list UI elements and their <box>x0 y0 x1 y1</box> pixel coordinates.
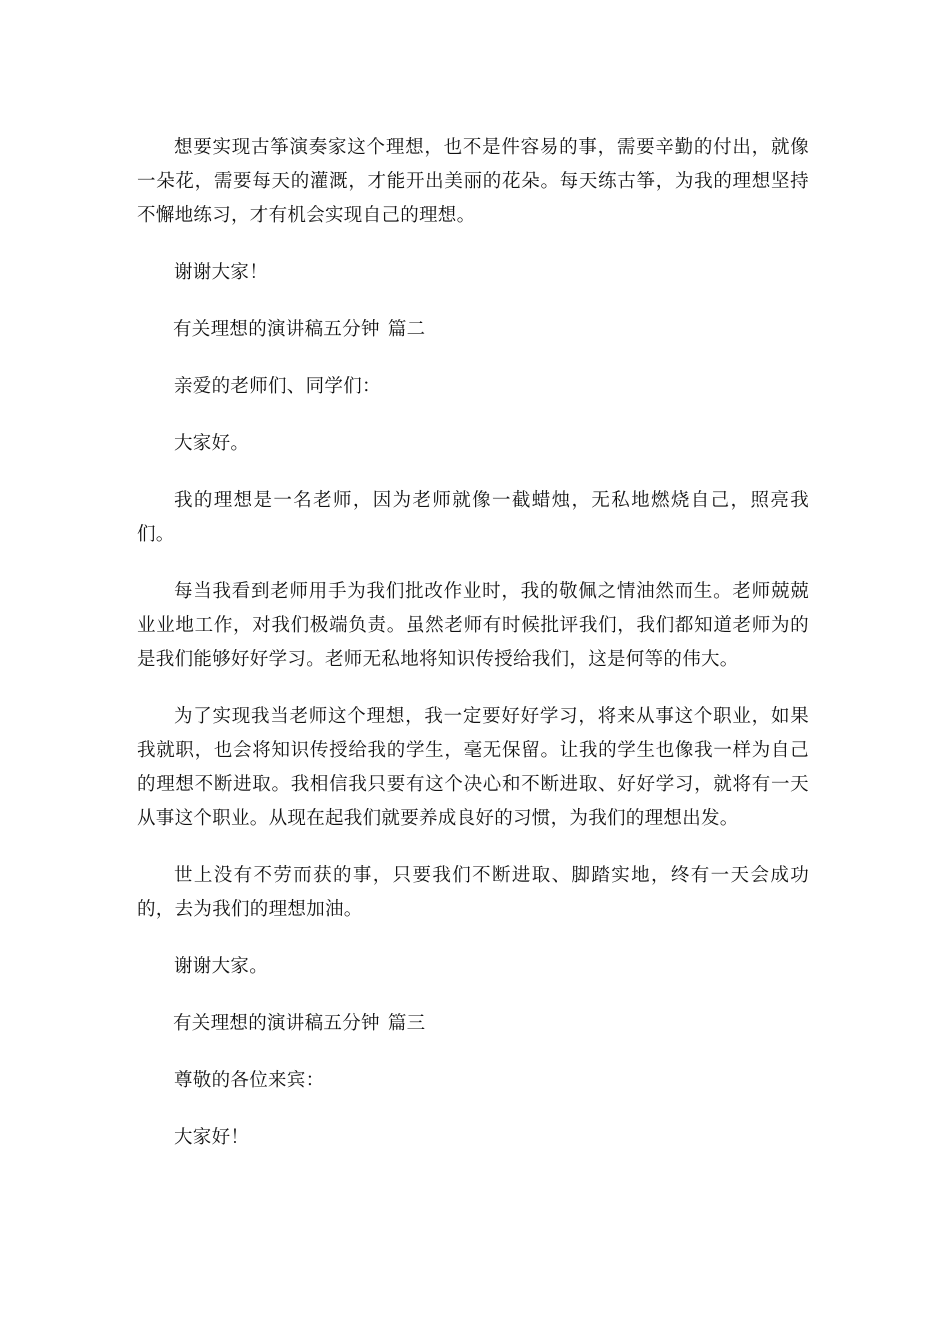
section-heading-part-three <box>137 1007 809 1041</box>
paragraph: 世上没有不劳而获的事，只要我们不断进取、脚踏实地，终有一天会成功的，去为我们的理想加油。 <box>137 865 809 920</box>
paragraph: 每当我看到老师用手为我们批改作业时，我的敬佩之情油然而生。老师兢兢业业地工作，对我们极端负责。虽然老师有时候批评我们，我们都知道老师为的是我们能够好好学习。老师无私地将知识传授给我们，这是何等的伟大。 <box>137 581 809 670</box>
paragraph-salutation: 尊敬的各位来宾： <box>174 1070 325 1091</box>
paragraph: 想要实现古筝演奏家这个理想，也不是件容易的事，需要辛勤的付出，就像一朵花，需要每天的灌溉，才能开出美丽的花朵。每天练古筝，为我的理想坚持不懈地练习，才有机会实现自己的理想。 <box>137 137 809 226</box>
heading-title: 有关理想的演讲稿五分钟 <box>173 1013 380 1034</box>
paragraph-greeting: 大家好！ <box>174 1127 250 1148</box>
paragraph-closing: 谢谢大家！ <box>174 262 269 283</box>
heading-title: 有关理想的演讲稿五分钟 <box>173 319 380 340</box>
heading-part: 篇三 <box>387 1013 426 1034</box>
paragraph-closing: 谢谢大家。 <box>174 956 269 977</box>
paragraph-salutation: 亲爱的老师们、同学们： <box>174 376 381 397</box>
heading-part: 篇二 <box>387 319 426 340</box>
paragraph-greeting: 大家好。 <box>174 433 250 454</box>
document-body <box>137 131 809 1178</box>
paragraph: 为了实现我当老师这个理想，我一定要好好学习，将来从事这个职业，如果我就职，也会将知识传授给我的学生，毫无保留。让我的学生也像我一样为自己的理想不断进取。我相信我只要有这个决心和不断进取、好好学习，就将有一天从事这个职业。从现在起我们就要养成良好的习惯，为我们的理想出发。 <box>137 706 809 829</box>
section-heading-part-two <box>137 313 809 347</box>
paragraph: 我的理想是一名老师，因为老师就像一截蜡烛，无私地燃烧自己，照亮我们。 <box>137 490 809 545</box>
